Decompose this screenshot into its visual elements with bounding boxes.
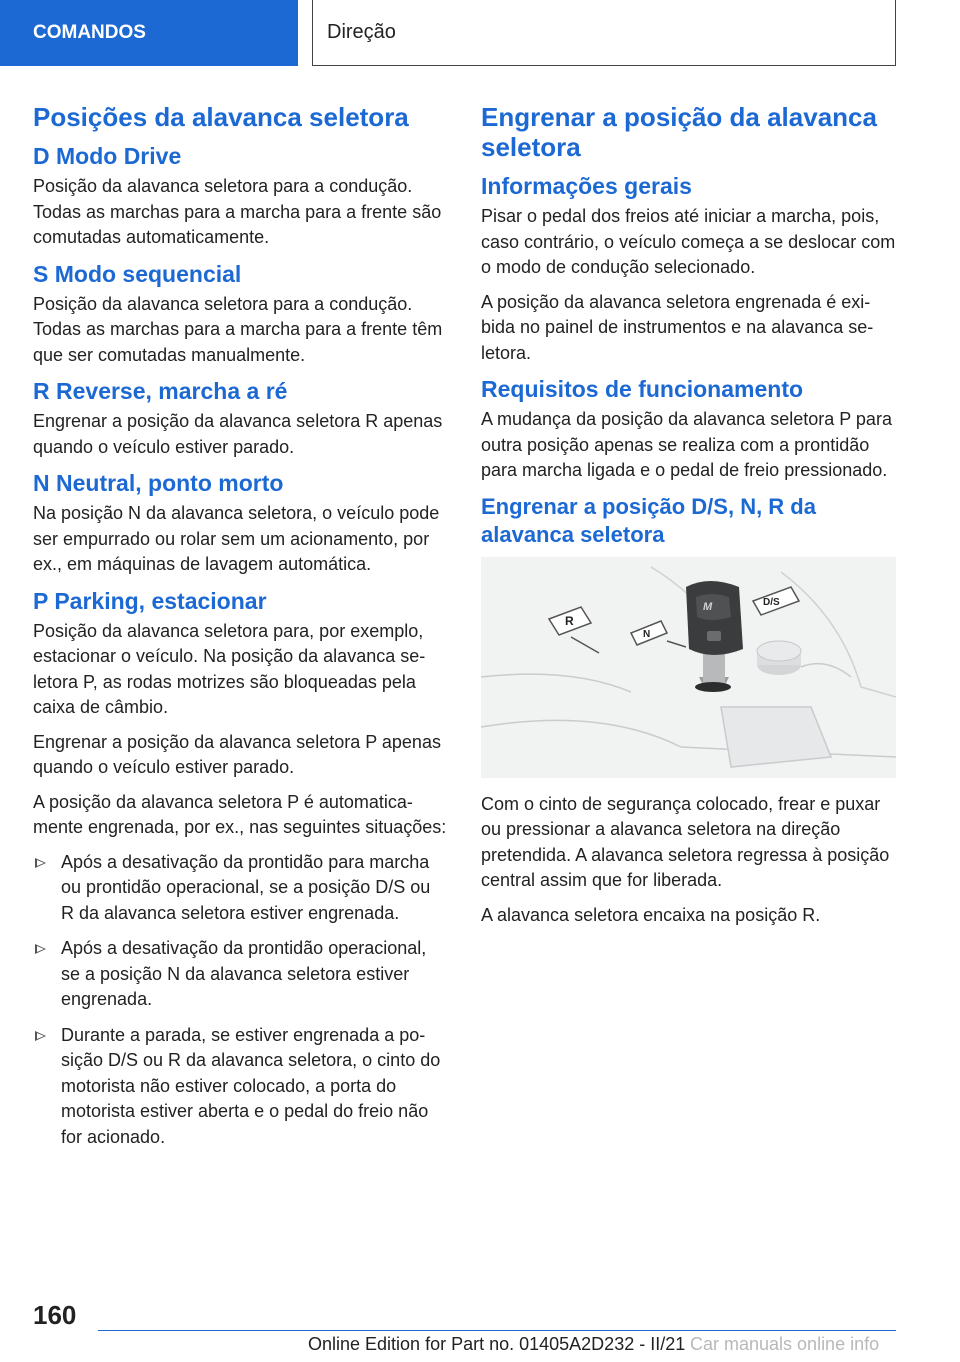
list-item [33,936,448,1013]
s-text: Posição da alavanca seletora para a condução. Todas as marchas para a marcha para a frente têm que ser comutadas manualmente. [33,293,443,365]
r-heading: R Reverse, marcha a ré [33,378,288,404]
footer-watermark: Car manuals online info [690,1334,880,1354]
list-item-text: Após a desativação da prontidão operacional, se a posição N da alavanca seletora estiver engrenada. [61,938,427,1009]
right-title: Engrenar a posição da alavanca seletora [481,102,877,162]
label-r: R [565,613,574,628]
section-title: Direção [327,21,396,43]
list-item [33,850,448,927]
engage-heading: Engrenar a posição D/S, N, R da alavanca seletora [481,493,816,547]
engage-text-2: A alavanca seletora encaixa na posição R. [481,904,821,925]
label-n: N [643,628,651,640]
p-text-1: Posição da alavanca seletora para, por exemplo, estacionar o veículo. Na posição da alavanca seletora P, as rodas motrizes são bloqueadas pela caixa de câmbio. [33,620,426,717]
triangle-bullet-icon [35,858,46,868]
n-text: Na posição N da alavanca seletora, o veículo pode ser empurrado ou rolar sem um acionamento, por ex., em máquinas de lavagem automática. [33,503,440,574]
chapter-tab [0,0,298,66]
list-item-text: Durante a parada, se estiver engrenada a posição D/S ou R da alavanca seletora, o cinto do motorista não estiver colocado, a porta do motorista estiver aberta e o pedal do freio não for acionado. [61,1024,441,1147]
right-column [481,98,896,937]
triangle-bullet-icon [35,944,46,954]
general-text-1: Pisar o pedal dos freios até iniciar a marcha, pois, caso contrário, o veículo começa a se deslocar com o modo de condução selecionado. [481,206,896,277]
general-heading: Informações gerais [481,173,692,199]
label-ds: D/S [763,596,780,608]
r-text: Engrenar a posição da alavanca seletora R apenas quando o veículo estiver parado. [33,411,443,457]
p-text-2: Engrenar a posição da alavanca seletora P apenas quando o veículo estiver parado. [33,731,441,777]
engage-text-1: Com o cinto de segurança colocado, frear e puxar ou pressionar a alavanca seletora na direção pretendida. A alavanca seletora regressa à posição central assim que for liberada. [481,793,890,890]
general-text-2: A posição da alavanca seletora engrenada é exibida no painel de instrumentos e na alavanca seletora. [481,291,874,363]
bullet-list [33,850,448,1151]
d-text: Posição da alavanca seletora para a condução. Todas as marchas para a marcha para a frente são comutadas automaticamente. [33,176,442,247]
left-title: Posições da alavanca seletora [33,102,409,132]
s-heading: S Modo sequencial [33,260,242,287]
p-heading: P Parking, estacionar [33,587,267,614]
gear-selector-illustration [481,557,896,778]
left-column [33,98,448,1160]
p-text-3: A posição da alavanca seletora P é automaticamente engrenada, por ex., nas seguintes situações: [33,791,447,837]
footer-divider [98,1330,896,1331]
requirements-text: A mudança da posição da alavanca seletora P para outra posição apenas se realiza com a prontidão para marcha ligada e o pedal de freio pressionado. [481,409,892,480]
triangle-bullet-icon [35,1031,46,1041]
footer-edition: Online Edition for Part no. 01405A2D232 - II/21 [308,1334,686,1354]
page-number: 160 [33,1300,77,1330]
chapter-title: COMANDOS [33,22,146,43]
list-item-text: Após a desativação da prontidão para marcha ou prontidão operacional, se a posição D/S ou R da alavanca seletora estiver engrenada. [61,851,431,923]
d-heading: D Modo Drive [33,143,182,169]
n-heading: N Neutral, ponto morto [33,470,284,496]
section-header [312,0,896,66]
requirements-heading: Requisitos de funcionamento [481,376,804,402]
list-item [33,1023,448,1151]
m-logo: M [703,600,713,613]
